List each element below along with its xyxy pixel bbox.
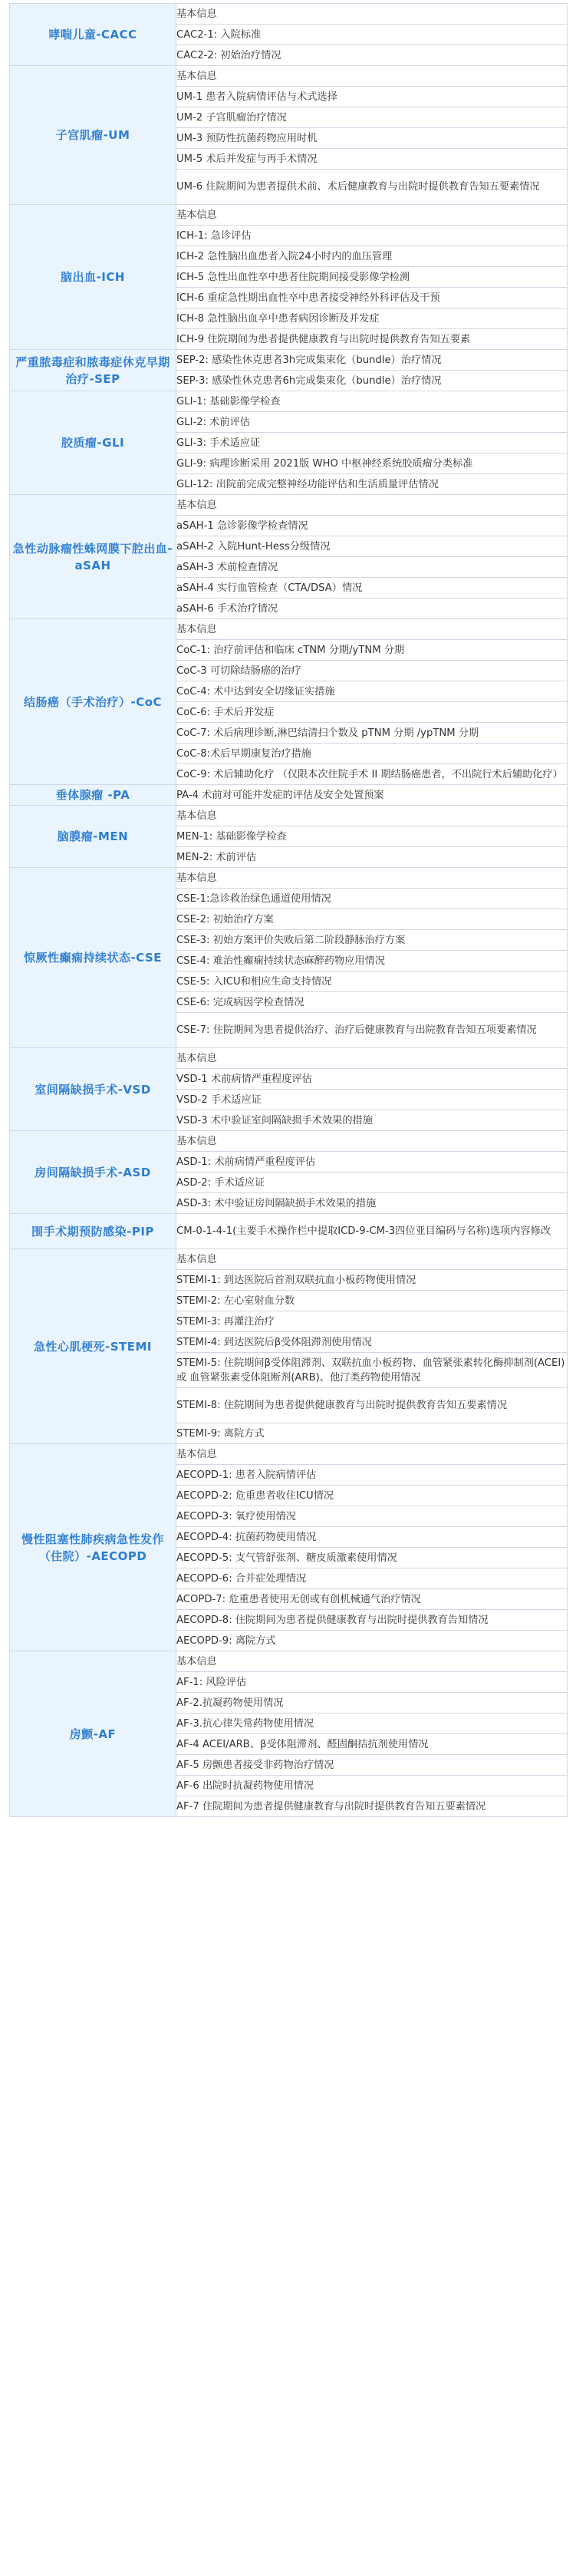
indicator-item: STEMI-5: 住院期间β受体阻滞剂、双联抗血小板药物、血管紧张素转化酶抑制剂(ACEI)或 血管紧张素受体阻断剂(ARB)、他汀类药物使用情况 (176, 1353, 568, 1388)
table-row (10, 1131, 568, 1152)
table-row (10, 806, 568, 826)
category-cell: 室间隔缺损手术-VSD (10, 1048, 176, 1131)
indicator-item: AF-7 住院期间为患者提供健康教育与出院时提供教育告知五要素情况 (176, 1796, 568, 1817)
category-cell: 围手术期预防感染-PIP (10, 1214, 176, 1249)
indicator-item: AECOPD-5: 支气管舒张剂、糖皮质激素使用情况 (176, 1548, 568, 1568)
indicator-item: AECOPD-9: 离院方式 (176, 1631, 568, 1651)
category-cell: 惊厥性癫痫持续状态-CSE (10, 868, 176, 1048)
table-row (10, 205, 568, 226)
indicator-item: CoC-9: 术后辅助化疗 （仅限本次住院手术 II 期结肠癌患者，不出院行术后辅助化疗） (176, 764, 568, 785)
indicator-item: aSAH-4 实行血管检查（CTA/DSA）情况 (176, 578, 568, 599)
indicator-table-body (10, 4, 568, 1817)
indicator-item: AF-3.抗心律失常药物使用情况 (176, 1713, 568, 1734)
indicator-item: 基本信息 (176, 1651, 568, 1672)
indicator-item: CAC2-2: 初始治疗情况 (176, 45, 568, 66)
indicator-item: ICH-1: 急诊评估 (176, 226, 568, 246)
indicator-item: STEMI-1: 到达医院后首剂双联抗血小板药物使用情况 (176, 1270, 568, 1291)
indicator-item: ACOPD-7: 危重患者使用无创或有创机械通气治疗情况 (176, 1589, 568, 1610)
category-cell: 哮喘儿童-CACC (10, 4, 176, 66)
category-cell: 子宫肌瘤-UM (10, 66, 176, 205)
indicator-item: 基本信息 (176, 66, 568, 87)
indicator-item: ICH-6 重症急性期出血性卒中患者接受神经外科评估及干预 (176, 288, 568, 308)
table-row (10, 1249, 568, 1270)
indicator-item: MEN-2: 术前评估 (176, 847, 568, 868)
table-row (10, 619, 568, 640)
table-row (10, 391, 568, 412)
indicator-item: ASD-3: 术中验证房间隔缺损手术效果的措施 (176, 1193, 568, 1214)
indicator-item: CoC-3 可切除结肠癌的治疗 (176, 661, 568, 681)
indicator-item: AECOPD-3: 氧疗使用情况 (176, 1506, 568, 1527)
indicator-item: ICH-2 急性脑出血患者入院24小时内的血压管理 (176, 246, 568, 267)
category-cell: 房颤-AF (10, 1651, 176, 1817)
indicator-item: ASD-2: 手术适应证 (176, 1173, 568, 1193)
indicator-item: 基本信息 (176, 868, 568, 889)
indicator-item: GLI-1: 基础影像学检查 (176, 391, 568, 412)
indicator-item: SEP-2: 感染性休克患者3h完成集束化（bundle）治疗情况 (176, 350, 568, 371)
indicator-item: 基本信息 (176, 1131, 568, 1152)
indicator-item: 基本信息 (176, 205, 568, 226)
indicator-item: CSE-3: 初始方案评价失败后第二阶段静脉治疗方案 (176, 930, 568, 951)
indicator-item: AECOPD-6: 合并症处理情况 (176, 1568, 568, 1589)
indicator-item: SEP-3: 感染性休克患者6h完成集束化（bundle）治疗情况 (176, 371, 568, 391)
indicator-item: AF-1: 风险评估 (176, 1672, 568, 1693)
indicator-item: CSE-6: 完成病因学检查情况 (176, 992, 568, 1013)
indicator-item: CoC-1: 治疗前评估和临床 cTNM 分期/yTNM 分期 (176, 640, 568, 661)
indicator-item: VSD-1 术前病情严重程度评估 (176, 1069, 568, 1090)
indicator-item: CSE-4: 难治性癫痫持续状态麻醉药物应用情况 (176, 951, 568, 971)
table-row (10, 4, 568, 25)
table-row (10, 785, 568, 806)
indicator-item: GLI-12: 出院前完成完整神经功能评估和生活质量评估情况 (176, 474, 568, 495)
indicator-item: AF-2.抗凝药物使用情况 (176, 1693, 568, 1713)
category-cell: 结肠癌（手术治疗）-CoC (10, 619, 176, 785)
indicator-item: 基本信息 (176, 495, 568, 516)
indicator-item: 基本信息 (176, 1249, 568, 1270)
indicator-item: aSAH-2 入院Hunt-Hess分级情况 (176, 536, 568, 557)
indicator-item: CSE-7: 住院期间为患者提供治疗、治疗后健康教育与出院教育告知五项要素情况 (176, 1013, 568, 1048)
category-cell: 严重脓毒症和脓毒症休克早期治疗-SEP (10, 350, 176, 391)
table-row (10, 1444, 568, 1465)
indicator-item: AF-5 房颤患者接受非药物治疗情况 (176, 1755, 568, 1776)
category-cell: 垂体腺瘤 -PA (10, 785, 176, 806)
category-cell: 脑膜瘤-MEN (10, 806, 176, 868)
indicator-item: STEMI-9: 离院方式 (176, 1423, 568, 1444)
indicator-item: AF-6 出院时抗凝药物使用情况 (176, 1776, 568, 1796)
table-row (10, 66, 568, 87)
indicator-item: AECOPD-4: 抗菌药物使用情况 (176, 1527, 568, 1548)
table-row (10, 868, 568, 889)
indicator-item: AF-4 ACEI/ARB、β受体阻滞剂、醛固酮拮抗剂使用情况 (176, 1734, 568, 1755)
indicator-item: 基本信息 (176, 1444, 568, 1465)
indicator-item: UM-6 住院期间为患者提供术前、术后健康教育与出院时提供教育告知五要素情况 (176, 170, 568, 205)
indicator-item: ASD-1: 术前病情严重程度评估 (176, 1152, 568, 1173)
indicator-item: STEMI-4: 到达医院后β受体阻滞剂使用情况 (176, 1332, 568, 1353)
indicator-item: VSD-2 手术适应证 (176, 1090, 568, 1110)
table-row (10, 495, 568, 516)
indicator-table (9, 3, 568, 1817)
indicator-item: AECOPD-2: 危重患者收住ICU情况 (176, 1486, 568, 1506)
indicator-item: AECOPD-8: 住院期间为患者提供健康教育与出院时提供教育告知情况 (176, 1610, 568, 1631)
indicator-item: GLI-9: 病理诊断采用 2021版 WHO 中枢神经系统胶质瘤分类标准 (176, 454, 568, 474)
indicator-item: 基本信息 (176, 806, 568, 826)
indicator-item: GLI-3: 手术适应证 (176, 433, 568, 454)
indicator-item: CSE-2: 初始治疗方案 (176, 909, 568, 930)
indicator-item: STEMI-2: 左心室射血分数 (176, 1291, 568, 1311)
category-cell: 脑出血-ICH (10, 205, 176, 350)
indicator-item: STEMI-8: 住院期间为患者提供健康教育与出院时提供教育告知五要素情况 (176, 1388, 568, 1423)
indicator-item: AECOPD-1: 患者入院病情评估 (176, 1465, 568, 1486)
indicator-item: VSD-3 术中验证室间隔缺损手术效果的措施 (176, 1110, 568, 1131)
indicator-item: STEMI-3: 再灌注治疗 (176, 1311, 568, 1332)
indicator-item: aSAH-6 手术治疗情况 (176, 599, 568, 619)
indicator-item: UM-5 术后并发症与再手术情况 (176, 149, 568, 170)
indicator-item: MEN-1: 基础影像学检查 (176, 826, 568, 847)
indicator-item: aSAH-3 术前检查情况 (176, 557, 568, 578)
indicator-item: ICH-9 住院期间为患者提供健康教育与出院时提供教育告知五要素 (176, 329, 568, 350)
category-cell: 房间隔缺损手术-ASD (10, 1131, 176, 1214)
indicator-item: UM-3 预防性抗菌药物应用时机 (176, 128, 568, 149)
indicator-item: PA-4 术前对可能并发症的评估及安全处置预案 (176, 785, 568, 806)
indicator-item: CoC-4: 术中达到安全切缘证实措施 (176, 681, 568, 702)
indicator-item: CoC-8:术后早期康复治疗措施 (176, 744, 568, 764)
table-row (10, 350, 568, 371)
indicator-item: ICH-5 急性出血性卒中患者住院期间接受影像学检测 (176, 267, 568, 288)
indicator-item: ICH-8 急性脑出血卒中患者病因诊断及并发症 (176, 308, 568, 329)
category-cell: 胶质瘤-GLI (10, 391, 176, 495)
category-cell: 急性动脉瘤性蛛网膜下腔出血-aSAH (10, 495, 176, 619)
indicator-item: CM-0-1-4-1(主要手术操作栏中提取ICD-9-CM-3四位亚目编码与名称)选项内容修改 (176, 1214, 568, 1249)
table-row (10, 1651, 568, 1672)
indicator-item: UM-1 患者入院病情评估与术式选择 (176, 87, 568, 107)
table-row (10, 1048, 568, 1069)
indicator-item: GLI-2: 术前评估 (176, 412, 568, 433)
category-cell: 急性心肌梗死-STEMI (10, 1249, 176, 1444)
indicator-item: CoC-7: 术后病理诊断,淋巴结清扫个数及 pTNM 分期 /ypTNM 分期 (176, 723, 568, 744)
indicator-item: 基本信息 (176, 619, 568, 640)
table-row (10, 1214, 568, 1249)
indicator-item: CAC2-1: 入院标准 (176, 25, 568, 45)
indicator-item: CSE-1:急诊救治绿色通道使用情况 (176, 889, 568, 909)
indicator-item: 基本信息 (176, 1048, 568, 1069)
indicator-item: CSE-5: 入ICU和相应生命支持情况 (176, 971, 568, 992)
indicator-item: 基本信息 (176, 4, 568, 25)
indicator-item: CoC-6: 手术后并发症 (176, 702, 568, 723)
indicator-item: aSAH-1 急诊影像学检查情况 (176, 516, 568, 536)
category-cell: 慢性阻塞性肺疾病急性发作（住院）-AECOPD (10, 1444, 176, 1651)
indicator-item: UM-2 子宫肌瘤治疗情况 (176, 107, 568, 128)
